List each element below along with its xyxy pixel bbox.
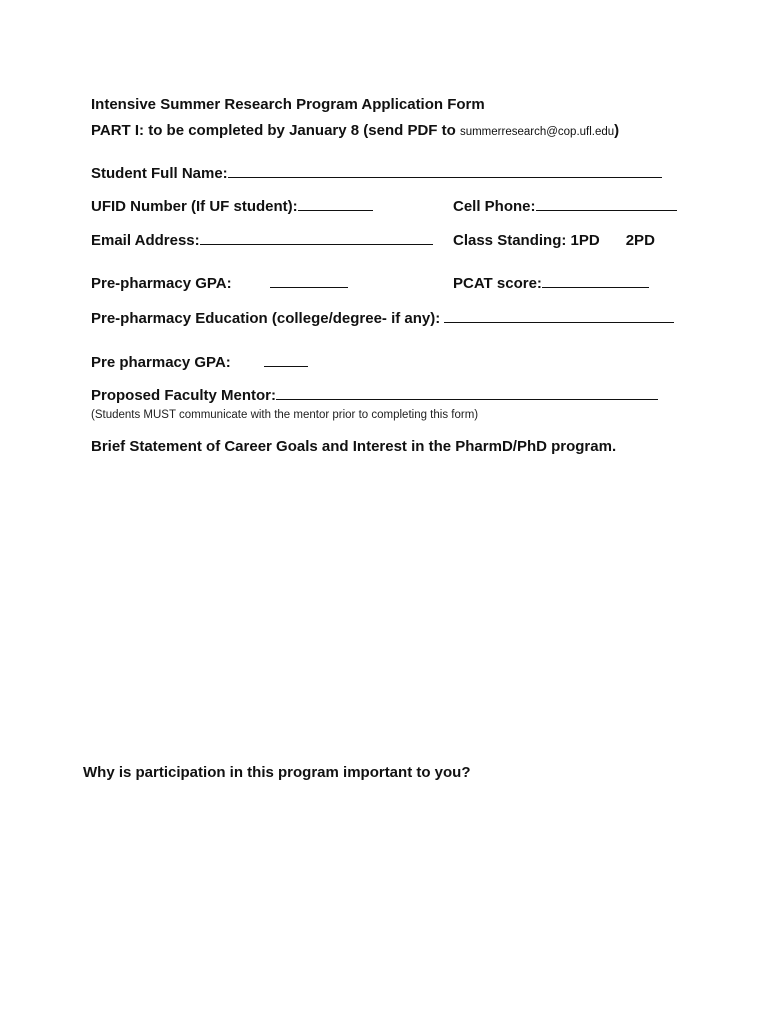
faculty-mentor-input[interactable] [276,399,658,400]
participation-answer-area[interactable] [83,788,683,998]
email-input[interactable] [200,244,433,245]
field-ufid [91,198,373,216]
class-standing-option-2pd[interactable]: 2PD [625,232,655,249]
field-prepharmacy-gpa [91,275,348,293]
ufid-input[interactable] [298,210,373,211]
career-goals-answer-area[interactable] [91,462,681,752]
faculty-mentor-label: Proposed Faculty Mentor: [91,387,277,404]
ufid-label: UFID Number (If UF student): [91,198,298,215]
class-standing-label: Class Standing: [453,232,571,249]
participation-heading: Why is participation in this program important to you? [83,764,471,781]
cell-phone-label: Cell Phone: [453,198,536,215]
part-heading-close: ) [614,122,620,139]
field-student-full-name [91,165,662,183]
field-class-standing [453,232,655,250]
student-full-name-label: Student Full Name: [91,165,228,182]
prepharmacy-gpa-label: Pre-pharmacy GPA: [91,275,232,292]
field-email [91,232,433,250]
part-heading [91,122,619,141]
student-full-name-input[interactable] [228,177,662,178]
pcat-score-label: PCAT score: [453,275,542,292]
prepharmacy-education-label: Pre-pharmacy Education (college/degree- if any): [91,310,445,327]
class-standing-option-1pd[interactable]: 1PD [570,232,600,249]
pcat-score-input[interactable] [542,287,649,288]
pre-pharmacy-gpa-label: Pre pharmacy GPA: [91,354,231,371]
field-prepharmacy-education [91,310,674,328]
field-cell-phone [453,198,677,216]
prepharmacy-gpa-input[interactable] [270,287,348,288]
field-pre-pharmacy-gpa-2 [91,354,308,372]
email-label: Email Address: [91,232,200,249]
submission-email: summerresearch@cop.ufl.edu [459,126,615,138]
field-faculty-mentor [91,387,658,405]
prepharmacy-education-input[interactable] [444,322,674,323]
pre-pharmacy-gpa-input[interactable] [264,366,308,367]
part-heading-text: PART I: to be completed by January 8 (send PDF to [91,122,460,139]
form-title: Intensive Summer Research Program Application Form [91,96,485,113]
field-pcat-score [453,275,649,293]
career-goals-heading: Brief Statement of Career Goals and Interest in the PharmD/PhD program. [91,438,617,455]
cell-phone-input[interactable] [536,210,677,211]
mentor-note: (Students MUST communicate with the mentor prior to completing this form) [91,409,479,421]
